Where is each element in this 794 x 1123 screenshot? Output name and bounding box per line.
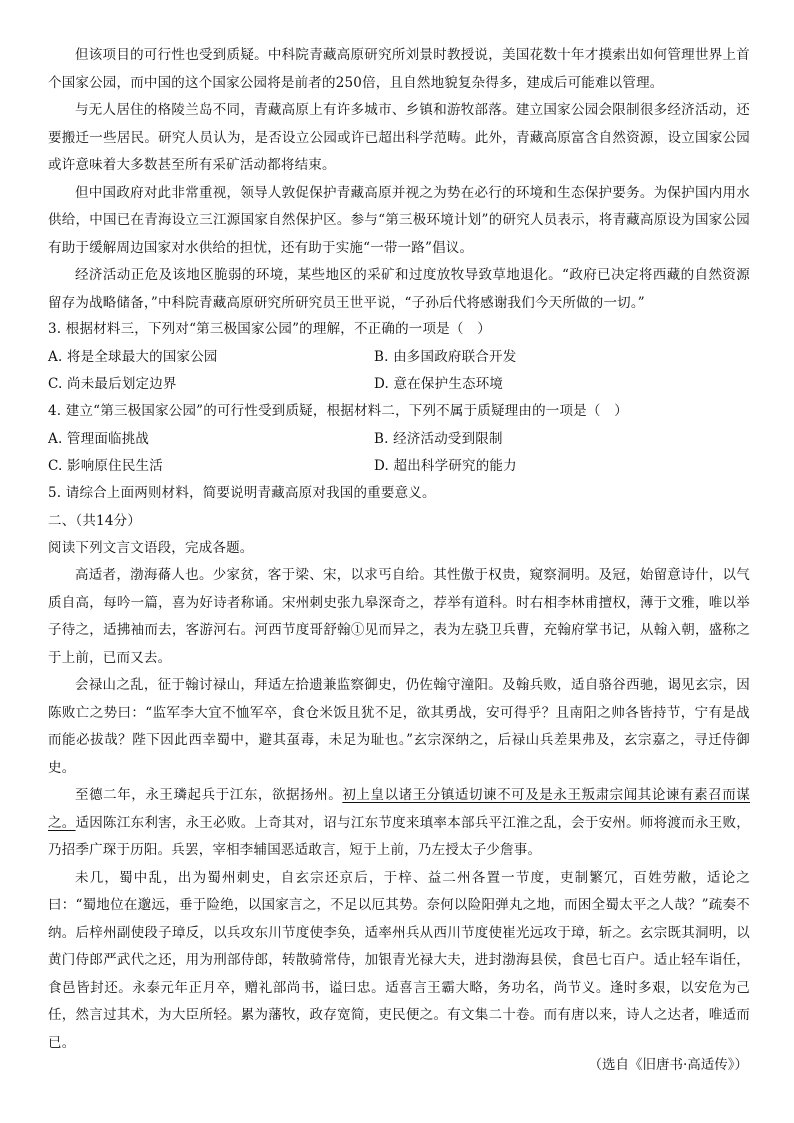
- option-d: D. 意在保护生态环境: [374, 376, 504, 392]
- question-5-block: [48, 480, 750, 563]
- text-before-underline: 至德二年，永王璘起兵于江东，欲据扬州。: [75, 787, 343, 803]
- text-after-underline: 适因陈江东利害，永王必败。上奇其对，诏与江东节度来瑱率本部兵平江淮之乱，会于安州。师将渡而永王败，乃招季广琛于历阳。兵罢，宰相李辅国恶适敢言，短于上前，乃左授太子少詹事。: [48, 814, 750, 858]
- classical-paragraph: [48, 782, 750, 865]
- option-b: B. 经济活动受到限制: [374, 430, 503, 447]
- question-3: [48, 316, 750, 399]
- question-5: 5. 请综合上面两则材料，简要说明青藏高原对我国的重要意义。: [48, 485, 436, 501]
- question-stem: 3. 根据材料三，下列对“第三极国家公园”的理解，不正确的一项是（ ）: [48, 321, 491, 337]
- material-paragraph: 但该项目的可行性也受到质疑。中科院青藏高原研究所刘景时教授说，美国花数十年才摸索出如何管理世界上首个国家公园，而中国的这个国家公园将是前者的250倍，且自然地貌复杂得多，建成后可能难以管理。: [48, 47, 750, 91]
- option-c: C. 尚未最后划定边界: [48, 376, 177, 392]
- option-d: D. 超出科学研究的能力: [374, 458, 517, 474]
- question-4: [48, 398, 750, 481]
- classical-paragraph: 高适者，渤海蓨人也。少家贫，客于梁、宋，以求丐自给。其性傲于权贵，窥察洞明。及冠，始留意诗什，以气质自高，每吟一篇，喜为好诗者称诵。宋州刺史张九皋深奇之，荐举有道科。时右相李林甫擅权，薄于文雅，唯以举子待之，适拂袖而去，客游河右。河西节度哥舒翰①见而异之，表为左骁卫兵曹，充翰府掌书记，从翰入朝，盛称之于上前，已而又去。: [48, 567, 750, 666]
- material-paragraph: 经济活动正危及该地区脆弱的环境，某些地区的采矿和过度放牧导致草地退化。“政府已决定将西藏的自然资源留存为战略储备，”中科院青藏高原研究所研究员王世平说，“子孙后代将感谢我们今天所做的一切。”: [48, 267, 750, 311]
- underlined-sentence: 初上皇以诸王分镇适切谏不可及是永王叛肃宗闻其论谏有素召而谋之。: [48, 787, 750, 831]
- option-c: C. 影响原住民生活: [48, 458, 163, 474]
- option-b: B. 由多国政府联合开发: [374, 348, 517, 365]
- question-stem: 4. 建立“第三极国家公园”的可行性受到质疑，根据材料二，下列不属于质疑理由的一项是（ ）: [48, 403, 628, 419]
- section-2-title: 二、（共14分）: [48, 512, 142, 529]
- material-paragraph: 但中国政府对此非常重视，领导人敦促保护青藏高原并视之为势在必行的环境和生态保护要务。为保护国内用水供给，中国已在青海设立三江源国家自然保护区。参与“第三极环境计划”的研究人员表示，将青藏高原设为国家公园有助于缓解周边国家对水供给的担忧，还有助于实施“一带一路”倡议。: [48, 184, 750, 256]
- material-three-text: [48, 42, 750, 317]
- option-a: A. 管理面临挑战: [48, 430, 150, 447]
- option-a: A. 将是全球最大的国家公园: [48, 348, 218, 365]
- classical-paragraph: 未几，蜀中乱，出为蜀州刺史，自玄宗还京后，于梓、益二州各置一节度，吏制繁冗，百姓劳敝，适论之曰：“蜀地位在邈远，垂于险绝，以国家言之，不足以厄其势。奈何以险阳弹丸之地，而困全蜀太平之人哉？”疏奏不纳。后梓州副使段子璋反，以兵攻东川节度使李奂，适率州兵从西川节度使崔光远攻于璋，斩之。玄宗既其洞明，以黄门侍郎严武代之还，用为刑部侍郎，转散骑常侍，加银青光禄大夫，进封渤海县侯，食邑七百户。适止轻车诣任，食邑皆封还。永泰元年正月卒，赠礼部尚书，谥曰忠。适喜言王霸大略，务功名，尚节义。逢时多艰，以安危为己任，然言过其术，为大臣所轻。累为藩牧，政存宽简，吏民便之。有文集二十卷。而有唐以来，诗人之达者，唯适而已。: [48, 869, 750, 1051]
- classical-paragraph: 会禄山之乱，征于翰讨禄山，拜适左拾遗兼监察御史，仍佐翰守潼阳。及翰兵败，适自骆谷西驰，谒见玄宗，因陈败亡之势曰：“监军李大宜不恤军卒，食仓米饭且犹不足，欲其勇战，安可得乎？且南阳之帅各皆持节，宁有是战而能必拔哉？陛下因此西幸蜀中，避其虿毒，未足为耻也。”玄宗深纳之，后禄山兵差果弗及，玄宗嘉之，寻迁侍御史。: [48, 677, 750, 776]
- material-paragraph: 与无人居住的格陵兰岛不同，青藏高原上有许多城市、乡镇和游牧部落。建立国家公园会限制很多经济活动，还要搬迁一些居民。研究人员认为，是否设立公园或许已超出科学范畴。此外，青藏高原富含自然资源，设立国家公园或许意味着大多数甚至所有采矿活动都将结束。: [48, 102, 750, 173]
- source-citation: （选自《旧唐书·高适传》）: [588, 1057, 748, 1073]
- section-2-intro: 阅读下列文言文语段，完成各题。: [48, 540, 254, 556]
- classical-text: [48, 562, 750, 1057]
